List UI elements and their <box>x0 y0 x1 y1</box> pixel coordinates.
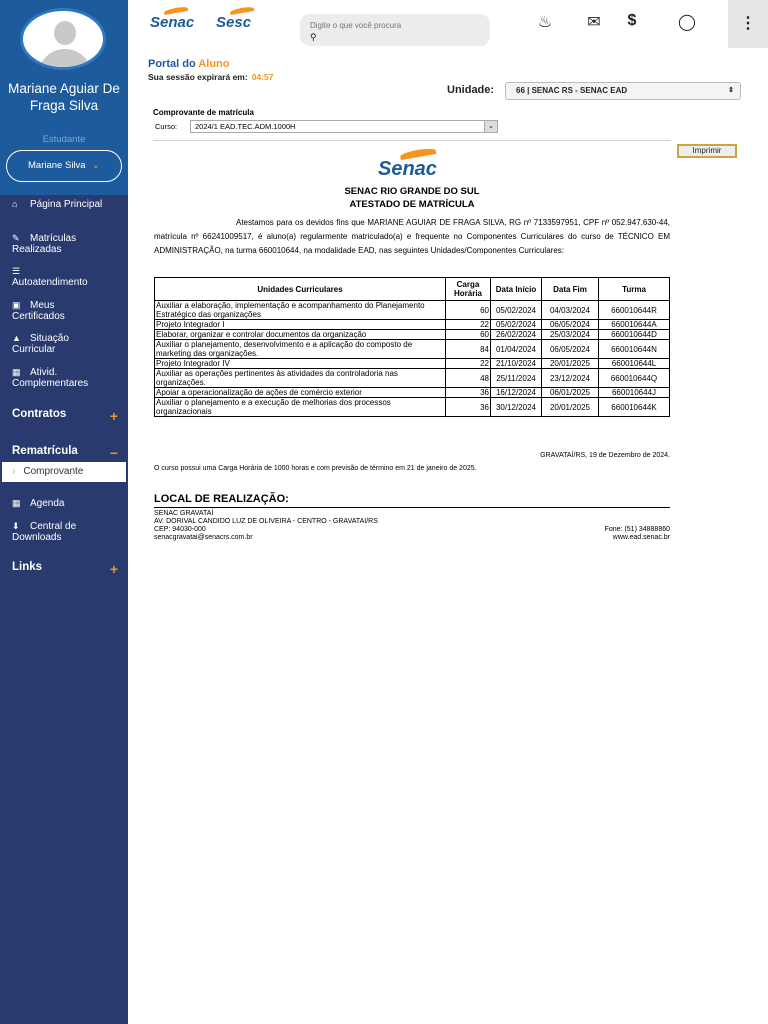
user-menu-dropdown[interactable] <box>6 150 122 182</box>
table-cell: 26/02/2024 <box>491 330 542 340</box>
sidebar-item-label: Página Principal <box>30 199 103 210</box>
local-phone: Fone: (51) 34888860 <box>604 526 670 533</box>
top-header <box>128 0 768 50</box>
plus-icon: + <box>109 561 118 577</box>
table-cell: Auxiliar o planejamento e a execução de melhorias dos processos organizacionais <box>155 398 446 417</box>
col-header: Data Fim <box>542 278 599 301</box>
logo-text: Senac <box>378 158 437 180</box>
mail-icon[interactable]: ✉ <box>587 14 601 31</box>
col-header: Unidades Curriculares <box>155 278 446 301</box>
table-row <box>155 359 670 369</box>
download-icon: ⬇ <box>12 521 20 531</box>
table-cell: Auxiliar o planejamento, desenvolvimento e a aplicação do composto de marketing das organizações. <box>155 340 446 359</box>
document-date: GRAVATAÍ/RS, 19 de Dezembro de 2024. <box>540 452 670 459</box>
sidebar-item-label: Central de Downloads <box>12 521 77 543</box>
table-cell: Apoiar a operacionalização de ações de comércio exterior <box>155 388 446 398</box>
table-cell: 20/01/2025 <box>542 398 599 417</box>
table-cell: 36 <box>446 398 491 417</box>
section-label: Rematrícula <box>12 445 78 457</box>
local-site: www.ead.senac.br <box>612 534 670 541</box>
sidebar-item-comprovante[interactable] <box>2 462 126 482</box>
table-cell: 660010644Q <box>599 369 670 388</box>
table-row <box>155 340 670 359</box>
table-cell: 06/05/2024 <box>542 340 599 359</box>
curso-select[interactable] <box>190 120 498 133</box>
table-header-row <box>155 278 670 301</box>
local-email: senacgravatai@senacrs.com.br <box>154 534 253 541</box>
table-cell: 25/03/2024 <box>542 330 599 340</box>
divider <box>153 140 671 141</box>
profile-panel <box>0 0 128 195</box>
user-icon[interactable]: ◯ <box>678 14 696 31</box>
table-cell: 60 <box>446 301 491 320</box>
sidebar-item-matriculas[interactable] <box>0 233 110 255</box>
table-cell: 660010644K <box>599 398 670 417</box>
table-cell: 660010644N <box>599 340 670 359</box>
user-avatar-icon <box>20 8 106 70</box>
updown-icon: ⇕ <box>728 87 734 94</box>
file-icon: ▣ <box>12 300 21 310</box>
user-full-name: Mariane Aguiar De Fraga Silva <box>8 81 120 113</box>
title-part: Portal do <box>148 58 199 70</box>
table-cell: 04/03/2024 <box>542 301 599 320</box>
document-title: ATESTADO DE MATRÍCULA <box>349 199 475 210</box>
sidebar-item-ativid[interactable] <box>0 367 118 389</box>
sidebar-item-label: Matrículas Realizadas <box>12 233 77 255</box>
calendar-icon: ▦ <box>12 498 21 508</box>
local-title: LOCAL DE REALIZAÇÃO: <box>154 493 289 505</box>
document-body: Atestamos para os devidos fins que MARIANE AGUIAR DE FRAGA SILVA, RG nº 7133597951, CPF nº 052.947.630-44, matrícula nº 66241009517, é aluno(a) regularmente matriculado(a) e frequente no Componentes Curriculares do curso de TÉCNICO EM ADMINISTRAÇÃO, na turma 660010644, na modalidade EAD, nas seguintes Unidades/Componentes Curriculares: <box>154 218 670 255</box>
search-icon[interactable]: ⚲ <box>310 32 317 42</box>
table-row <box>155 369 670 388</box>
table-cell: 23/12/2024 <box>542 369 599 388</box>
sidebar-item-label: Comprovante <box>23 466 84 477</box>
table-cell: 48 <box>446 369 491 388</box>
user-short-name: Mariane Silva <box>28 160 86 171</box>
table-cell: 06/05/2024 <box>542 320 599 330</box>
main-content <box>128 50 768 1024</box>
table-row <box>155 320 670 330</box>
table-cell: 21/10/2024 <box>491 359 542 369</box>
list-icon: ☰ <box>12 266 21 276</box>
print-button[interactable]: Imprimir <box>677 144 737 158</box>
sidebar-item-agenda[interactable] <box>0 498 128 509</box>
sidebar-item-downloads[interactable] <box>0 521 110 543</box>
col-header: Carga Horária <box>446 278 491 301</box>
table-row <box>155 398 670 417</box>
sidebar-section-rematricula[interactable] <box>12 445 118 461</box>
table-cell: 06/01/2025 <box>542 388 599 398</box>
more-menu-icon[interactable]: ⋮ <box>728 0 768 48</box>
dollar-icon[interactable]: $ <box>627 12 637 29</box>
table-cell: 30/12/2024 <box>491 398 542 417</box>
sidebar-item-certificados[interactable] <box>0 300 110 322</box>
table-row <box>155 330 670 340</box>
senac-logo[interactable] <box>150 14 194 31</box>
table-cell: 660010644J <box>599 388 670 398</box>
table-cell: Projeto Integrador I <box>155 320 446 330</box>
unit-value: 66 | SENAC RS - SENAC EAD <box>516 86 628 95</box>
curso-value: 2024/1 EAD.TEC.ADM.1000H <box>195 122 296 131</box>
table-cell: Projeto Integrador IV <box>155 359 446 369</box>
sidebar-section-contratos[interactable] <box>12 408 118 424</box>
session-label: Sua sessão expirará em: <box>148 72 248 82</box>
session-timer <box>148 72 273 82</box>
chevron-down-icon: ⌄ <box>91 160 100 171</box>
sesc-logo[interactable] <box>216 14 251 31</box>
home-icon: ⌂ <box>12 199 18 209</box>
bell-icon[interactable]: ♨ <box>537 14 553 31</box>
unit-label: Unidade: <box>447 84 495 96</box>
table-cell: 660010644R <box>599 301 670 320</box>
table-cell: 20/01/2025 <box>542 359 599 369</box>
comprovante-title: Comprovante de matrícula <box>153 108 254 117</box>
logo-text: Senac <box>150 14 195 31</box>
logo-text: Sesc <box>216 14 252 31</box>
user-role: Estudante <box>42 134 86 145</box>
local-cep: CEP: 94030-000 <box>154 526 206 533</box>
sidebar-item-pagina-principal[interactable] <box>0 199 114 210</box>
divider <box>154 507 670 508</box>
page-title <box>148 58 230 70</box>
minus-icon: − <box>109 445 118 461</box>
grid-icon: ▦ <box>12 367 21 377</box>
chevron-right-icon: › <box>12 466 16 477</box>
search-input[interactable] <box>310 18 480 32</box>
table-cell: Auxiliar as operações pertinentes às atividades da controladoria nas organizações. <box>155 369 446 388</box>
search-box[interactable] <box>300 14 490 46</box>
session-time: 04:57 <box>251 72 274 82</box>
edit-icon: ✎ <box>12 233 20 243</box>
local-name: SENAC GRAVATAÍ <box>154 510 214 517</box>
sidebar-item-label: Ativid. Complementares <box>12 367 89 389</box>
table-cell: 660010644D <box>599 330 670 340</box>
sidebar-item-label: Autoatendimento <box>12 277 88 288</box>
table-cell: 660010644A <box>599 320 670 330</box>
table-cell: 60 <box>446 330 491 340</box>
table-cell: 22 <box>446 359 491 369</box>
section-label: Links <box>12 561 43 573</box>
table-cell: 22 <box>446 320 491 330</box>
table-cell: 84 <box>446 340 491 359</box>
sidebar-item-autoatendimento[interactable] <box>0 266 128 288</box>
sidebar-item-situacao[interactable] <box>0 333 110 355</box>
table-cell: 01/04/2024 <box>491 340 542 359</box>
table-cell: 05/02/2024 <box>491 301 542 320</box>
graduation-icon: ▲ <box>12 333 21 343</box>
unit-select[interactable] <box>505 82 741 100</box>
sidebar <box>0 0 128 1024</box>
table-cell: Elaborar, organizar e controlar documentos da organização <box>155 330 446 340</box>
table-cell: 16/12/2024 <box>491 388 542 398</box>
sidebar-item-label: Situação Curricular <box>12 333 69 355</box>
curso-label: Curso: <box>155 122 178 131</box>
document-senac-logo <box>378 158 437 181</box>
col-header: Turma <box>599 278 670 301</box>
table-row <box>155 388 670 398</box>
units-table <box>154 277 670 417</box>
title-accent: Aluno <box>198 58 230 70</box>
table-cell: 05/02/2024 <box>491 320 542 330</box>
document-note: O curso possui uma Carga Horária de 1000 horas e com previsão de término em 21 de janeiro de 2025. <box>154 465 477 472</box>
local-address: AV. DORIVAL CANDIDO LUZ DE OLIVEIRA - CENTRO - GRAVATAI/RS <box>154 518 378 525</box>
table-cell: 36 <box>446 388 491 398</box>
table-cell: 660010644L <box>599 359 670 369</box>
avatar[interactable] <box>20 8 108 70</box>
sidebar-item-label: Agenda <box>30 498 65 509</box>
document-org: SENAC RIO GRANDE DO SUL <box>344 186 480 197</box>
chevron-down-icon: ⌄ <box>484 121 497 132</box>
section-label: Contratos <box>12 408 67 420</box>
col-header: Data Início <box>491 278 542 301</box>
table-cell: 25/11/2024 <box>491 369 542 388</box>
sidebar-section-links[interactable] <box>12 561 118 577</box>
plus-icon: + <box>109 408 118 424</box>
sidebar-item-label: Meus Certificados <box>12 300 65 322</box>
table-cell: Auxiliar a elaboração, implementação e acompanhamento do Planejamento Estratégico das organizações <box>155 301 446 320</box>
table-row <box>155 301 670 320</box>
